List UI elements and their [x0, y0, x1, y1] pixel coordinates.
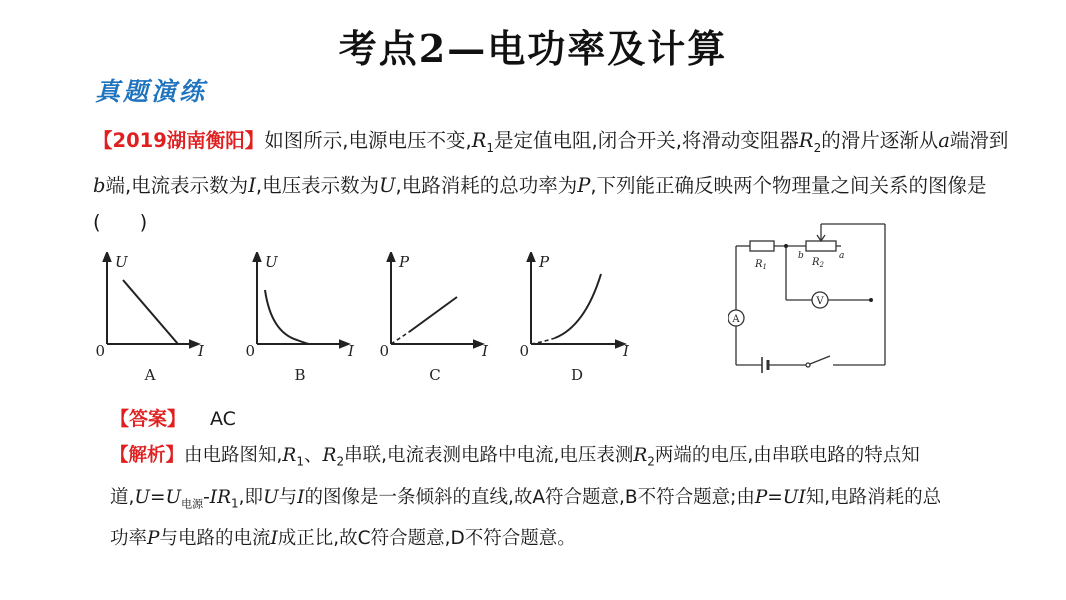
- graph-b-curve: [265, 290, 309, 344]
- graph-d-option: D: [570, 366, 584, 384]
- section-subheading: 真题演练: [95, 77, 208, 106]
- graph-c-line: [409, 297, 457, 332]
- graph-c-origin: 0: [379, 342, 389, 360]
- graph-d-origin: 0: [519, 342, 529, 360]
- question-text: 【2019湖南衡阳】如图所示,电源电压不变$,R_1$是定值电阻,闭合开关,将滑动变阻器$R_2$的滑片逐渐从a端滑到b端,电流表示数为I,电压表示数为U,电路消耗的总功率为P,下列能正确反映两个物理量之间关系的图像是 ( ): [93, 129, 1009, 234]
- explanation-label: 【解析】: [110, 445, 185, 466]
- graph-c-y-label: P: [399, 253, 410, 271]
- switch-pivot: [806, 363, 810, 367]
- graph-d-curve: [555, 274, 601, 338]
- graph-b: [245, 253, 355, 384]
- answer-line: [110, 404, 236, 431]
- r2-label: $R_2$: [812, 257, 824, 269]
- graph-c-x-label: I: [482, 342, 488, 360]
- graph-d-x-label: I: [623, 342, 629, 360]
- graph-b-y-label: U: [265, 253, 278, 271]
- end-b-label: b: [798, 251, 804, 261]
- explanation-text: 【解析】由电路图知$,R_1$、$R_2$串联,电流表测电路中电流,电压表测$R_2$两端的电压,由串联电路的特点知道$,U=U_{电源}-IR_1$,即U与I的图像是一条倾斜的直线,故A符合题意,B不符合题意;由P=UI知,电路消耗的总功率P与电路的电流I成正比,故C符合题意,D不符合题意。: [110, 445, 942, 550]
- question-source: 【2019湖南衡阳】: [93, 129, 265, 152]
- graph-c-option: C: [429, 366, 441, 384]
- graph-b-option: B: [294, 366, 306, 384]
- graph-d-y-label: P: [539, 253, 550, 271]
- graph-b-origin: 0: [245, 342, 255, 360]
- circuit-diagram: [728, 218, 893, 378]
- r1-label: $R_1$: [755, 259, 767, 271]
- graph-a-x-label: I: [198, 342, 204, 360]
- end-a-label: a: [839, 251, 845, 261]
- graph-c-dash: [391, 332, 409, 344]
- graph-a-origin: 0: [95, 342, 105, 360]
- rheostat-r2: [806, 241, 836, 251]
- graph-a-line: [123, 280, 178, 344]
- graph-b-x-label: I: [348, 342, 354, 360]
- graph-a: [95, 253, 205, 384]
- voltmeter-label: V: [816, 296, 824, 307]
- graph-options: [95, 252, 640, 387]
- ammeter-label: A: [732, 314, 740, 325]
- answer-label: 【答案】: [110, 408, 187, 430]
- graph-d: [519, 253, 630, 384]
- graph-c: [379, 253, 489, 384]
- page-title: 考点2—电功率及计算: [338, 26, 728, 71]
- switch-blade: [810, 356, 830, 364]
- graph-a-y-label: U: [115, 253, 128, 271]
- graph-a-option: A: [144, 366, 156, 384]
- resistor-r1: [750, 241, 774, 251]
- answer-value: AC: [210, 408, 236, 430]
